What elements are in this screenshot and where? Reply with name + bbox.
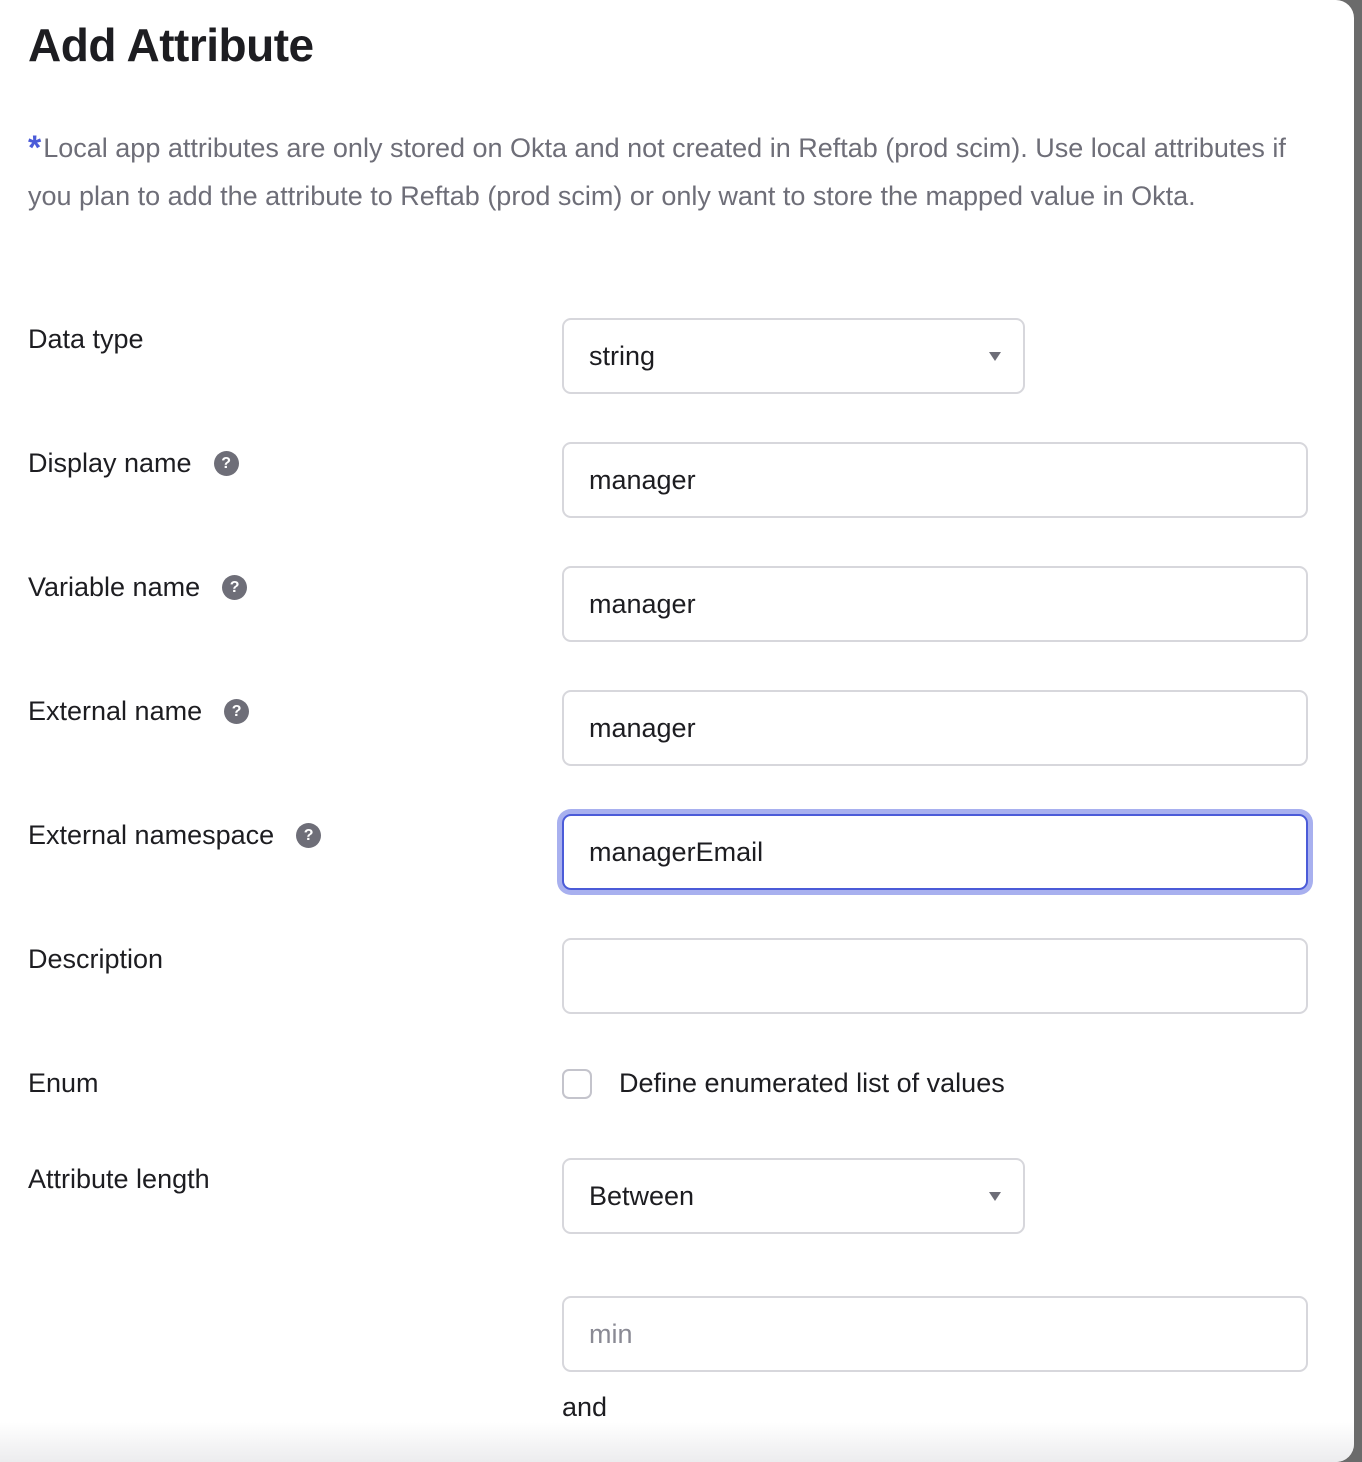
attribute-length-select[interactable] (562, 1158, 1025, 1234)
description-label (28, 944, 163, 975)
chevron-down-icon (989, 352, 1001, 361)
help-icon[interactable]: ? (296, 823, 321, 848)
enum-checkbox[interactable] (562, 1069, 592, 1099)
external-name-input[interactable] (562, 690, 1308, 766)
and-separator: and (562, 1392, 608, 1422)
local-attributes-notice (28, 124, 1318, 220)
display-name-label-text: Display name (28, 448, 192, 478)
variable-name-label-text: Variable name (28, 572, 201, 602)
notice-text: Local app attributes are only stored on Okta and not created in Reftab (prod scim). Use local attributes if you plan to add the attribute to Reftab (prod scim) or only want to store the mapped value in Okta. (28, 133, 1286, 211)
variable-name-value: manager (589, 588, 696, 619)
min-length-placeholder: min (589, 1318, 633, 1349)
chevron-down-icon (989, 1192, 1001, 1201)
description-label-text: Description (28, 944, 164, 974)
data-type-select[interactable] (562, 318, 1025, 394)
external-name-label (28, 696, 249, 727)
variable-name-input[interactable] (562, 566, 1308, 642)
display-name-label (28, 448, 239, 479)
external-namespace-value: managerEmail (589, 836, 764, 867)
variable-name-label (28, 572, 247, 603)
display-name-input[interactable] (562, 442, 1308, 518)
data-type-label-text: Data type (28, 324, 144, 354)
external-namespace-label-text: External namespace (28, 820, 275, 850)
data-type-value: string (589, 340, 656, 371)
help-icon[interactable]: ? (224, 699, 249, 724)
dialog-title: Add Attribute (28, 19, 314, 71)
external-namespace-label (28, 820, 321, 851)
help-icon[interactable]: ? (222, 575, 247, 600)
display-name-value: manager (589, 464, 696, 495)
external-name-value: manager (589, 712, 696, 743)
data-type-label (28, 324, 144, 355)
description-input[interactable] (562, 938, 1308, 1014)
required-asterisk: * (28, 129, 42, 167)
attribute-length-value: Between (589, 1180, 695, 1211)
enum-label-text: Enum (28, 1068, 99, 1098)
external-name-label-text: External name (28, 696, 203, 726)
attribute-length-label (28, 1164, 210, 1195)
attribute-length-label-text: Attribute length (28, 1164, 210, 1194)
min-length-input[interactable] (562, 1296, 1308, 1372)
external-namespace-input[interactable] (562, 814, 1308, 890)
help-icon[interactable]: ? (214, 451, 239, 476)
enum-label (28, 1068, 99, 1099)
scroll-fade (0, 1422, 1354, 1462)
enum-checkbox-label[interactable]: Define enumerated list of values (619, 1068, 1005, 1098)
